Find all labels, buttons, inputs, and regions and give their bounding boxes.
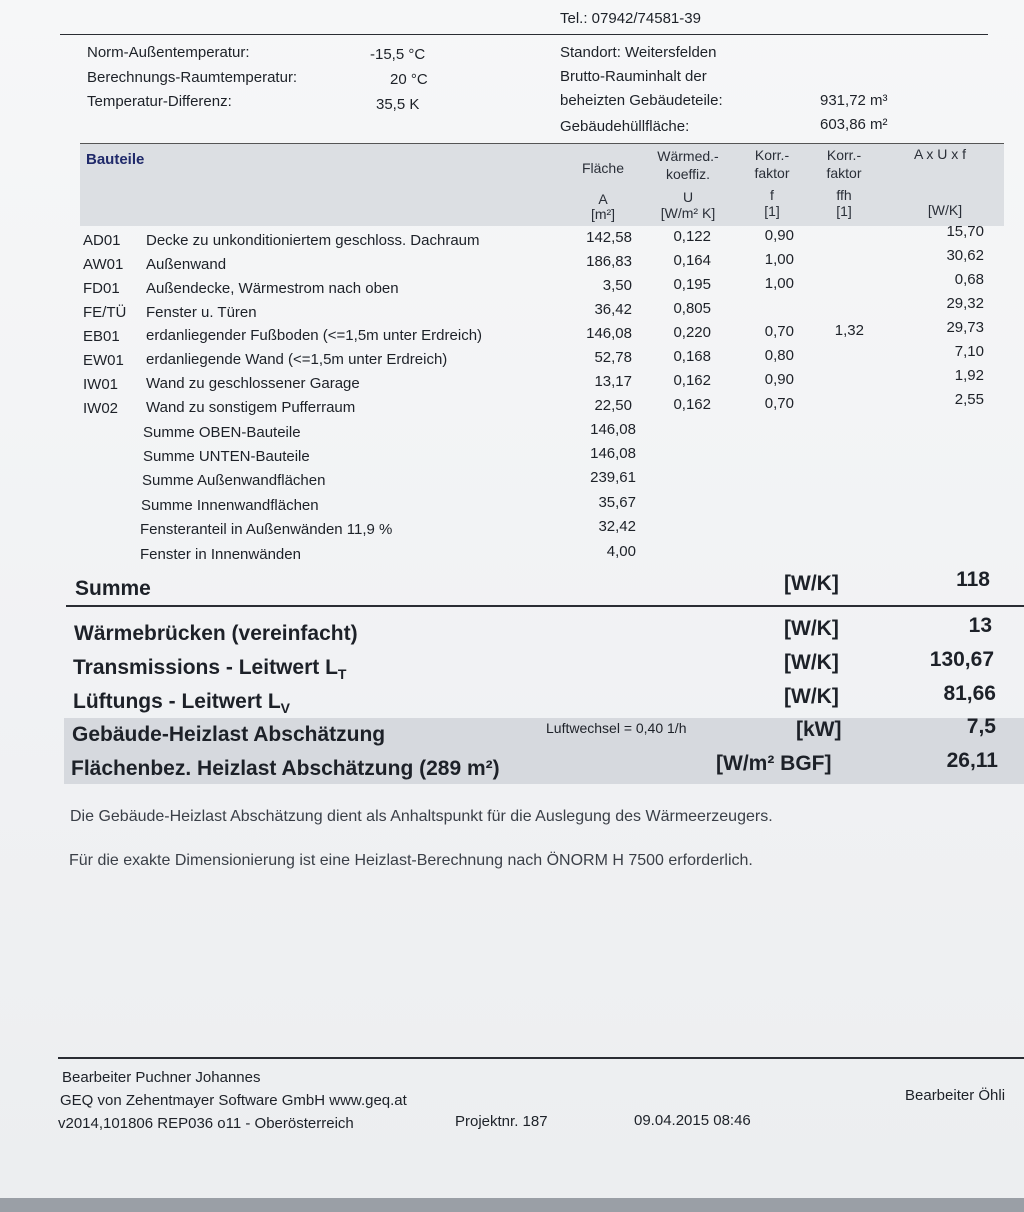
col-u-symbol: U (682, 189, 694, 205)
row-auf: 29,32 (946, 295, 984, 312)
site-location: Standort: Weitersfelden (560, 44, 717, 61)
footer-author-right: Bearbeiter Öhli (905, 1087, 1006, 1104)
col-u-header: koeffiz. (665, 166, 711, 182)
footer-version: v2014,101806 REP036 o11 - Oberösterreich (58, 1115, 354, 1132)
flaechen-unit: [W/m² BGF] (716, 752, 832, 775)
sum-value: 35,67 (598, 494, 636, 511)
col-ffh-unit: [1] (836, 203, 852, 219)
row-name: Fenster u. Türen (146, 304, 257, 321)
climate-value: 20 °C (390, 71, 428, 88)
row-f: 0,80 (764, 347, 794, 364)
col-ffh-header: faktor (826, 165, 862, 181)
footer-divider (58, 1057, 1024, 1059)
row-code: AW01 (83, 256, 124, 273)
row-name: Außendecke, Wärmestrom nach oben (146, 280, 399, 297)
row-area: 3,50 (602, 277, 632, 294)
row-name: Wand zu sonstigem Pufferraum (146, 399, 356, 416)
row-area: 52,78 (594, 349, 632, 366)
col-u-unit: [W/m² K] (660, 205, 716, 221)
row-code: EW01 (83, 352, 124, 369)
row-u: 0,805 (673, 300, 711, 317)
transmission-label-text: Transmissions - Leitwert L (73, 656, 338, 679)
sum-value: 146,08 (590, 421, 636, 438)
summe-value: 118 (956, 568, 990, 591)
sum-value: 239,61 (590, 469, 636, 486)
row-auf: 30,62 (946, 247, 984, 264)
col-area-unit: [m²] (590, 206, 616, 222)
sum-value: 4,00 (606, 543, 636, 560)
row-f: 0,70 (764, 323, 794, 340)
row-u: 0,122 (673, 228, 711, 245)
sum-label: Fensteranteil in Außenwänden 11,9 % (140, 521, 393, 538)
row-u: 0,162 (673, 396, 711, 413)
row-f: 0,90 (764, 371, 794, 388)
heizlast-label: Gebäude-Heizlast Abschätzung (72, 723, 386, 746)
top-divider (60, 34, 988, 35)
sum-value: 32,42 (598, 518, 636, 535)
phone-number: Tel.: 07942/74581-39 (560, 10, 701, 27)
row-u: 0,162 (673, 372, 711, 389)
row-name: erdanliegende Wand (<=1,5m unter Erdreich) (146, 351, 448, 368)
row-auf: 29,73 (946, 319, 984, 336)
sum-label: Summe UNTEN-Bauteile (143, 448, 310, 465)
sum-label: Fenster in Innenwänden (140, 546, 301, 563)
col-f-symbol: f (770, 187, 774, 203)
row-auf: 7,10 (954, 343, 984, 360)
summe-unit: [W/K] (784, 572, 839, 595)
col-f-unit: [1] (764, 203, 780, 219)
col-u-header: Wärmed.- (657, 148, 719, 164)
climate-value: 35,5 K (376, 96, 420, 113)
note-line: Die Gebäude-Heizlast Abschätzung dient als Anhaltspunkt für die Auslegung des Wärmeerzeugers. (70, 808, 773, 825)
col-ffh-header: Korr.- (826, 147, 862, 163)
transmission-value: 130,67 (929, 648, 994, 671)
footer-author: Bearbeiter Puchner Johannes (62, 1069, 261, 1086)
col-f-header: faktor (754, 165, 790, 181)
luftwechsel-note: Luftwechsel = 0,40 1/h (546, 720, 687, 736)
row-code: FD01 (83, 280, 120, 297)
volume-label: beheizten Gebäudeteile: (560, 92, 723, 109)
waermebruecken-label: Wärmebrücken (vereinfacht) (74, 622, 358, 645)
row-u: 0,220 (673, 324, 711, 341)
row-u: 0,195 (673, 276, 711, 293)
row-f: 1,00 (764, 275, 794, 292)
flaechen-value: 26,11 (946, 749, 998, 772)
envelope-label: Gebäudehüllfläche: (560, 118, 690, 135)
row-code: FE/TÜ (83, 304, 127, 321)
sum-label: Summe Außenwandflächen (142, 472, 326, 489)
row-ffh: 1,32 (834, 322, 864, 339)
waermebruecken-value: 13 (968, 614, 992, 637)
row-area: 186,83 (586, 253, 632, 270)
transmission-label (73, 656, 346, 682)
row-area: 142,58 (586, 229, 632, 246)
col-area-header: Fläche (581, 160, 625, 176)
row-auf: 15,70 (946, 223, 984, 240)
row-code: IW02 (83, 400, 119, 417)
note-line: Für die exakte Dimensionierung ist eine Heizlast-Berechnung nach ÖNORM H 7500 erforderlich. (69, 852, 753, 869)
row-f: 0,70 (764, 395, 794, 412)
row-code: IW01 (83, 376, 119, 393)
summe-label: Summe (75, 577, 151, 600)
volume-value: 931,72 m³ (820, 92, 888, 109)
footer-project: Projektnr. 187 (455, 1113, 548, 1130)
sum-label: Summe OBEN-Bauteile (143, 424, 301, 441)
lueftung-label (73, 690, 290, 716)
col-f-header: Korr.- (754, 147, 790, 163)
transmission-unit: [W/K] (784, 651, 839, 674)
flaechen-label: Flächenbez. Heizlast Abschätzung (289 m²) (71, 757, 500, 780)
footer-software: GEQ von Zehentmayer Software GmbH www.geq.at (60, 1092, 407, 1109)
col-auf-unit: [W/K] (927, 202, 963, 218)
climate-label: Temperatur-Differenz: (87, 93, 232, 110)
row-code: EB01 (83, 328, 120, 345)
lueftung-unit: [W/K] (784, 685, 839, 708)
row-auf: 2,55 (954, 391, 984, 408)
row-name: erdanliegender Fußboden (<=1,5m unter Erdreich) (146, 327, 483, 344)
sum-value: 146,08 (590, 445, 636, 462)
heizlast-unit: [kW] (796, 718, 842, 741)
col-ffh-symbol: ffh (836, 187, 852, 203)
row-area: 146,08 (586, 325, 632, 342)
row-name: Außenwand (146, 256, 227, 273)
row-name: Wand zu geschlossener Garage (146, 375, 360, 392)
row-area: 22,50 (594, 397, 632, 414)
col-area-symbol: A (598, 191, 608, 207)
climate-label: Berechnungs-Raumtemperatur: (87, 69, 298, 86)
waermebruecken-unit: [W/K] (784, 617, 839, 640)
lueftung-label-text: Lüftungs - Leitwert L (73, 690, 281, 713)
climate-label: Norm-Außentemperatur: (87, 44, 250, 61)
table-title: Bauteile (86, 151, 145, 168)
table-header-rule (80, 143, 1004, 144)
row-auf: 0,68 (954, 271, 984, 288)
row-u: 0,164 (673, 252, 711, 269)
row-code: AD01 (83, 232, 121, 249)
row-auf: 1,92 (954, 367, 984, 384)
transmission-subscript: T (337, 666, 347, 683)
row-f: 1,00 (764, 251, 794, 268)
footer-date: 09.04.2015 08:46 (634, 1112, 751, 1129)
volume-label: Brutto-Rauminhalt der (560, 68, 707, 85)
row-f: 0,90 (764, 227, 794, 244)
lueftung-value: 81,66 (943, 682, 996, 705)
lueftung-subscript: V (280, 700, 290, 717)
heizlast-value: 7,5 (966, 715, 996, 738)
row-area: 36,42 (594, 301, 632, 318)
summe-divider (66, 605, 1024, 607)
row-name: Decke zu unkonditioniertem geschloss. Dachraum (146, 232, 480, 249)
sum-label: Summe Innenwandflächen (141, 497, 319, 514)
col-auf-header: A x U x f (913, 146, 967, 162)
climate-value: -15,5 °C (370, 46, 426, 63)
row-area: 13,17 (594, 373, 632, 390)
row-u: 0,168 (673, 348, 711, 365)
envelope-value: 603,86 m² (820, 116, 888, 133)
